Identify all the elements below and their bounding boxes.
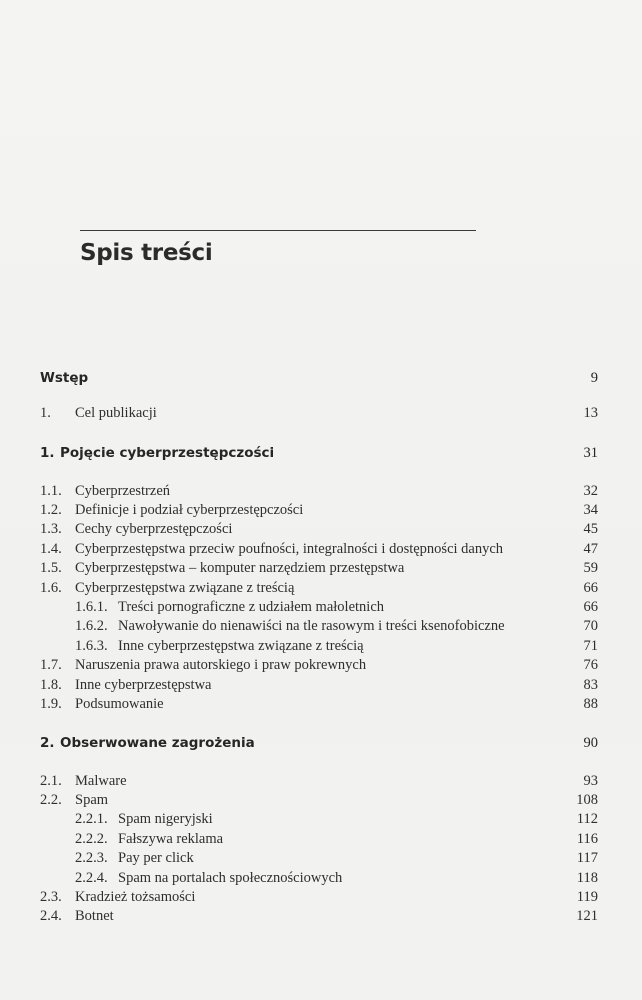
toc-entry-title: Fałszywa reklama bbox=[118, 831, 224, 847]
toc-section-entry bbox=[0, 792, 642, 810]
toc-entry-page-number: 32 bbox=[583, 483, 598, 499]
toc-entry-number: 1.2. bbox=[40, 502, 62, 518]
toc-entry-number: 1.4. bbox=[40, 541, 62, 557]
toc-entry-number: 1. bbox=[40, 405, 51, 421]
toc-entry-number: 2.4. bbox=[40, 908, 62, 924]
toc-entry-page-number: 66 bbox=[583, 599, 598, 615]
toc-entry-page-number: 108 bbox=[576, 792, 598, 808]
toc-section-entry bbox=[0, 560, 642, 578]
toc-entry-title: Inne cyberprzestępstwa bbox=[75, 677, 212, 693]
toc-entry-page-number: 121 bbox=[576, 908, 598, 924]
toc-entry-page-number: 66 bbox=[583, 580, 598, 596]
toc-entry-page-number: 76 bbox=[583, 657, 598, 673]
toc-section-entry bbox=[0, 696, 642, 714]
toc-entry-title: Botnet bbox=[75, 908, 114, 924]
toc-entry-number: 2.2.1. bbox=[75, 811, 108, 827]
toc-entry-title: Cyberprzestępstwa – komputer narzędziem przestępstwa bbox=[75, 560, 405, 576]
toc-entry-number: 1.6.1. bbox=[75, 599, 108, 615]
toc-subsection-entry bbox=[0, 831, 642, 849]
toc-entry-page-number: 71 bbox=[583, 638, 598, 654]
toc-subsection-entry bbox=[0, 811, 642, 829]
toc-entry-title: Kradzież tożsamości bbox=[75, 889, 196, 905]
toc-subsection-entry bbox=[0, 618, 642, 636]
toc-chapter-entry bbox=[0, 735, 642, 753]
toc-entry-number: 1.6. bbox=[40, 580, 62, 596]
toc-entry-number: 2.1. bbox=[40, 773, 62, 789]
toc-entry-number: 2.2. bbox=[40, 792, 62, 808]
toc-entry-number: 1.7. bbox=[40, 657, 62, 673]
toc-section-entry bbox=[0, 657, 642, 675]
toc-section-entry bbox=[0, 541, 642, 559]
toc-entry-title: Nawoływanie do nienawiści na tle rasowym i treści ksenofobiczne bbox=[118, 618, 505, 634]
toc-entry-title: Podsumowanie bbox=[75, 696, 164, 712]
toc-entry-title: Wstęp bbox=[40, 370, 89, 386]
toc-entry-number: 1.9. bbox=[40, 696, 62, 712]
toc-entry-page-number: 45 bbox=[583, 521, 598, 537]
toc-subsection-entry bbox=[0, 870, 642, 888]
toc-entry-page-number: 117 bbox=[576, 850, 598, 866]
toc-entry-title: Spam bbox=[75, 792, 109, 808]
toc-entry-number: 1. bbox=[40, 445, 55, 461]
toc-chapter-entry bbox=[0, 370, 642, 388]
toc-entry-number: 2.2.3. bbox=[75, 850, 108, 866]
toc-entry-title: Cel publikacji bbox=[75, 405, 157, 421]
toc-entry-title: Cechy cyberprzestępczości bbox=[75, 521, 233, 537]
toc-entry-title: Spam na portalach społecznościowych bbox=[118, 870, 343, 886]
toc-entry-page-number: 34 bbox=[583, 502, 598, 518]
toc-entry-page-number: 13 bbox=[583, 405, 598, 421]
toc-entry-number: 2.3. bbox=[40, 889, 62, 905]
toc-entry-page-number: 9 bbox=[590, 370, 598, 386]
toc-entry-number: 1.5. bbox=[40, 560, 62, 576]
toc-section-entry bbox=[0, 773, 642, 791]
toc-entry-number: 1.1. bbox=[40, 483, 62, 499]
toc-section-entry bbox=[0, 502, 642, 520]
toc-entry-number: 2.2.4. bbox=[75, 870, 108, 886]
toc-entry-number: 1.3. bbox=[40, 521, 62, 537]
toc-entry-page-number: 59 bbox=[583, 560, 598, 576]
toc-entry-title: Naruszenia prawa autorskiego i praw pokrewnych bbox=[75, 657, 367, 673]
toc-entry-number: 2.2.2. bbox=[75, 831, 108, 847]
toc-section-entry bbox=[0, 677, 642, 695]
toc-entry-title: Treści pornograficzne z udziałem małoletnich bbox=[118, 599, 385, 615]
toc-entry-page-number: 88 bbox=[583, 696, 598, 712]
toc-entry-title: Definicje i podział cyberprzestępczości bbox=[75, 502, 304, 518]
toc-entry-title: Cyberprzestępstwa związane z treścią bbox=[75, 580, 295, 596]
toc-entry-page-number: 47 bbox=[583, 541, 598, 557]
toc-subsection-entry bbox=[0, 599, 642, 617]
toc-entry-title: Inne cyberprzestępstwa związane z treścią bbox=[118, 638, 364, 654]
toc-section-entry bbox=[0, 483, 642, 501]
toc-entry-page-number: 112 bbox=[576, 811, 598, 827]
toc-entry-page-number: 118 bbox=[576, 870, 598, 886]
toc-entry-title: Obserwowane zagrożenia bbox=[60, 735, 255, 751]
toc-entry-title: Cyberprzestrzeń bbox=[75, 483, 171, 499]
toc-section-entry bbox=[0, 521, 642, 539]
toc-entry-title: Cyberprzestępstwa przeciw poufności, integralności i dostępności danych bbox=[75, 541, 504, 557]
toc-chapter-entry bbox=[0, 445, 642, 463]
toc-entry-page-number: 119 bbox=[576, 889, 598, 905]
toc-section-entry bbox=[0, 889, 642, 907]
toc-section-entry bbox=[0, 580, 642, 598]
toc-entry-number: 1.8. bbox=[40, 677, 62, 693]
toc-section-entry bbox=[0, 908, 642, 926]
toc-entry-page-number: 90 bbox=[583, 735, 598, 751]
toc-entry-page-number: 31 bbox=[583, 445, 598, 461]
toc-entry-number: 1.6.3. bbox=[75, 638, 108, 654]
toc-entry-page-number: 93 bbox=[583, 773, 598, 789]
toc-entry-number: 2. bbox=[40, 735, 55, 751]
toc-entry-title: Malware bbox=[75, 773, 127, 789]
toc-entry-page-number: 116 bbox=[576, 831, 598, 847]
toc-entry-title: Pojęcie cyberprzestępczości bbox=[60, 445, 275, 461]
page-title: Spis treści bbox=[80, 240, 213, 266]
toc-entry-number: 1.6.2. bbox=[75, 618, 108, 634]
toc-subsection-entry bbox=[0, 638, 642, 656]
toc-entry-page-number: 70 bbox=[583, 618, 598, 634]
toc-section-entry bbox=[0, 405, 642, 423]
toc-subsection-entry bbox=[0, 850, 642, 868]
toc-entry-page-number: 83 bbox=[583, 677, 598, 693]
toc-entry-title: Pay per click bbox=[118, 850, 194, 866]
toc-entry-title: Spam nigeryjski bbox=[118, 811, 213, 827]
